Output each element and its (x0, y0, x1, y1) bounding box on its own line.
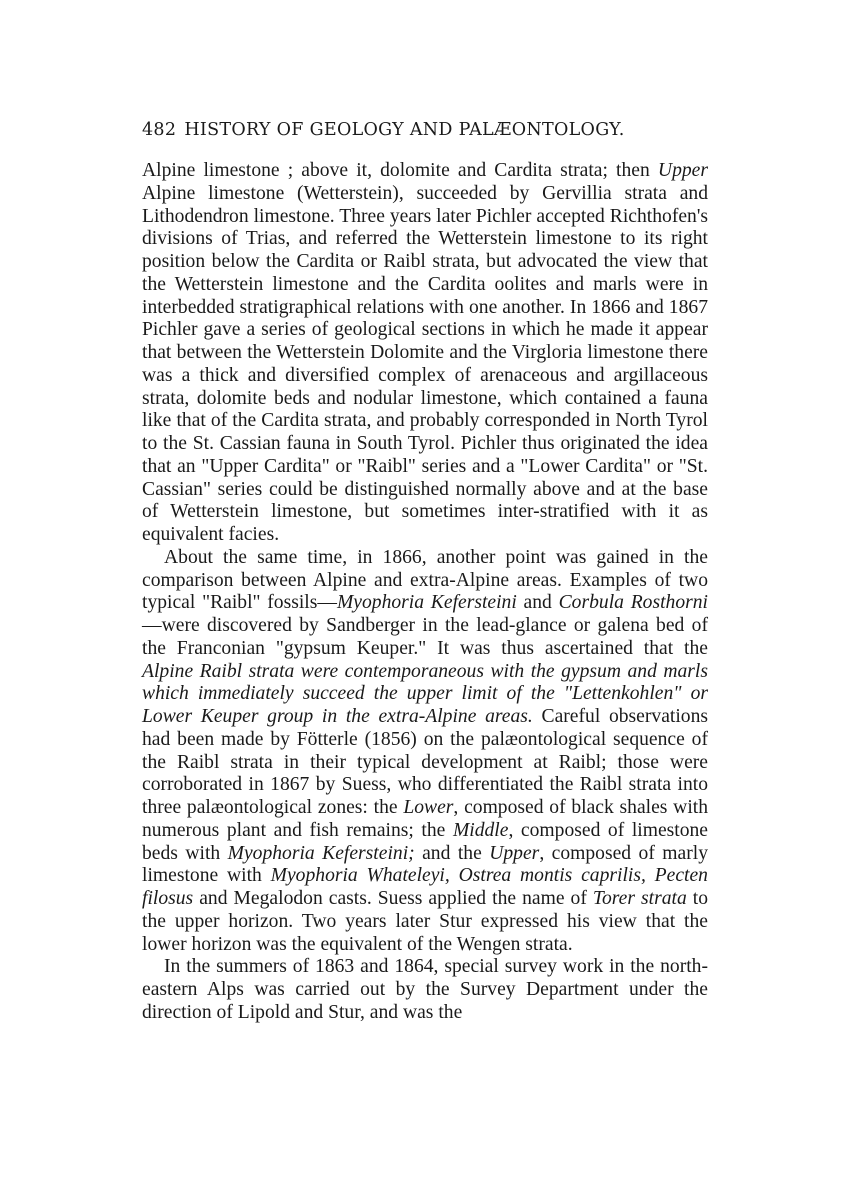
running-title: HISTORY OF GEOLOGY AND PALÆONTOLOGY. (184, 120, 625, 140)
text-run: and (516, 592, 559, 614)
text-run: About the same time, in 1866, another point was gained in the comparison between Alpine and extra-Alpine areas. Examples of two typical "Raibl" fossils— (142, 546, 708, 614)
italic-text: Alpine Raibl strata were contemporaneous with the gypsum and marls which immediately succeed the upper limit of the "Lettenkohlen" or Lower Keuper group in the extra-Alpine areas. (142, 660, 708, 727)
italic-text: Myophoria Kefersteini (336, 592, 517, 614)
text-run: In the summers of 1863 and 1864, special survey work in the north-eastern Alps was carried out by the Survey Department under the direction of Lipold and Stur, and was the (142, 956, 708, 1023)
paragraph (142, 160, 708, 547)
text-run: Careful observations had been made by Fötterle (1856) on the palæontological sequence of the Raibl strata in their typical development at Raibl; those were corroborated in 1867 by Suess, who differentiated the Raibl strata into three palæontological zones: the (142, 706, 709, 818)
italic-text: Lower (403, 797, 454, 818)
text-run: and Megalodon casts. Suess applied the name of (193, 888, 593, 909)
italic-text: Corbula Rosthorni (558, 592, 708, 614)
paragraph (142, 956, 708, 1024)
italic-text: Upper (489, 842, 540, 864)
italic-text: Myophoria Kefersteini; (227, 842, 415, 864)
book-page (142, 116, 708, 1025)
text-run: , composed of limestone beds with (142, 819, 709, 864)
text-run: Alpine limestone (Wetterstein), succeeded by Gervillia strata and Lithodendron limestone. Three years later Pichler accepted Richthofen's divisions of Trias, and referred the Wetterstein limestone to its right position below the Cardita or Raibl strata, but advocated the view that the Wetterstein limestone and the Cardita oolites and marls were in interbedded stratigraphical relations with one another. In 1866 and 1867 Pichler gave a series of geological sections in which he made it appear that between the Wetterstein Dolomite and the Virgloria limestone there was a thick and diversified complex of arenaceous and argillaceous strata, dolomite beds and nodular limestone, which contained a fauna like that of the Cardita strata, and probably corresponded in North Tyrol to the St. Cassian fauna in South Tyrol. Pichler thus originated the idea that an "Upper Cardita" or "Raibl" series and a "Lower Cardita" or "St. Cassian" series could be distinguished normally above and at the base of Wetterstein limestone, but sometimes inter-stratified with it as equivalent facies. (142, 182, 708, 545)
italic-text: Myophoria Whateleyi, Ostrea montis caprilis, Pecten filosus (142, 865, 708, 909)
text-run: to the upper horizon. Two years later Stur expressed his view that the lower horizon was the equivalent of the Wengen strata. (142, 888, 709, 955)
text-run: Alpine limestone ; above it, dolomite and Cardita strata; then (142, 160, 658, 181)
text-run: and the (414, 842, 490, 864)
italic-text: Middle (452, 819, 509, 841)
text-run: , composed of black shales with numerous plant and fish remains; the (142, 797, 709, 841)
running-header (142, 116, 708, 144)
page-number: 482 (142, 120, 177, 140)
text-run: , composed of marly limestone with (142, 842, 709, 887)
body-text (142, 160, 708, 1025)
italic-text: Torer strata (592, 888, 687, 909)
paragraph (142, 547, 708, 957)
text-run: —were discovered by Sandberger in the lead-glance or galena bed of the Franconian "gypsum Keuper." It was thus ascertained that the (142, 615, 708, 659)
italic-text: Upper (657, 160, 708, 181)
